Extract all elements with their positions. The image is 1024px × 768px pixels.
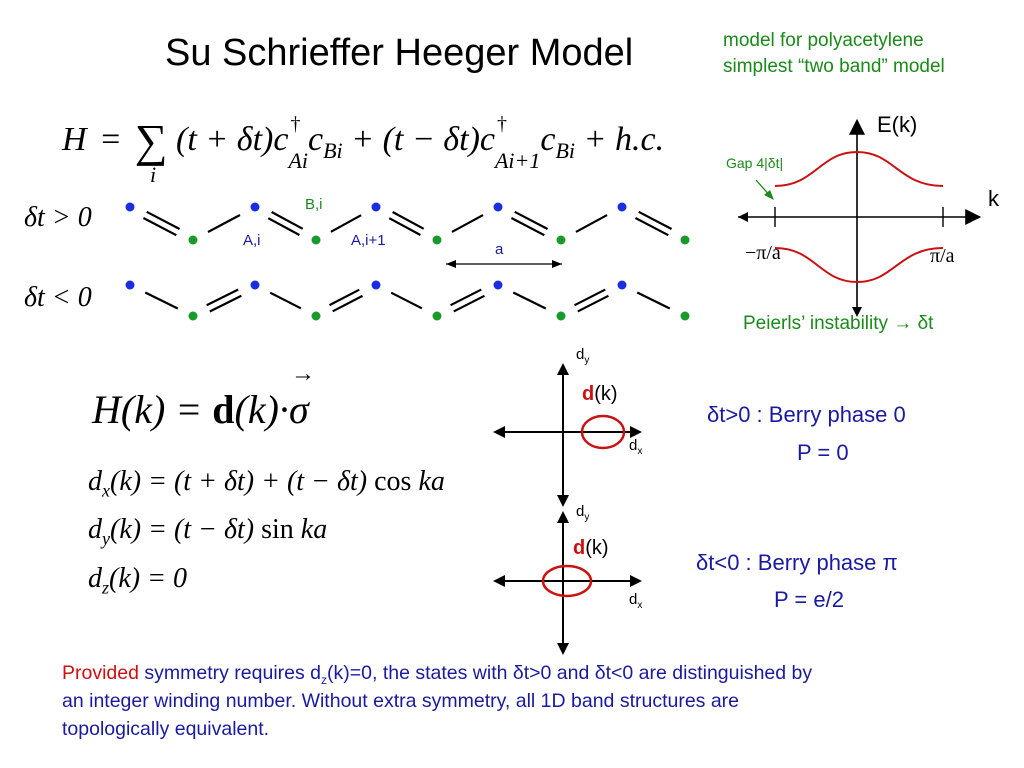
site-A-atom (251, 281, 260, 290)
double-bond (635, 218, 668, 235)
site-A-atom (618, 281, 627, 290)
hamiltonian-lhs: H (62, 121, 87, 158)
term2: + (t − δt)c (351, 121, 495, 158)
site-A-atom (126, 203, 135, 212)
peierls-caption: Peierls’ instability → δt (743, 313, 934, 334)
winding-plot-1 (490, 355, 650, 515)
site-A-atom (618, 203, 627, 212)
double-bond (639, 212, 672, 229)
site-A-atom (126, 281, 135, 290)
site-B-atom (189, 236, 198, 245)
site-B-atom (312, 236, 321, 245)
sub-Bi-2: Bi (555, 137, 576, 163)
berry-case1: δt>0 : Berry phase 0 (707, 402, 906, 427)
double-bond (578, 296, 609, 312)
single-bond (391, 293, 422, 309)
dy-equation: $d_y(k) = (t - \delta t)$ sin ka (88, 514, 328, 549)
double-bond (454, 296, 485, 312)
double-bond (511, 218, 544, 235)
site-label-Ai1: A,i+1 (351, 232, 386, 249)
dx-equation: $d_x(k) = (t + \delta t) + (t - \delta t)$ cos ka (88, 466, 445, 501)
chain-dimerized-negative (126, 281, 690, 321)
single-bond (145, 293, 177, 309)
winding1-dy-label: $d_y$ (576, 346, 590, 366)
winding2-dx-label: $d_x$ (629, 591, 643, 611)
page-title: Su Schrieffer Heeger Model (165, 32, 634, 74)
sub-Bi-1: Bi (323, 137, 343, 163)
double-bond (210, 296, 242, 312)
winding2-dy-label: $d_y$ (576, 503, 590, 523)
double-bond (272, 212, 303, 229)
chain-dimerized-positive (126, 203, 690, 245)
delta-t-positive-label: δt > 0 (24, 202, 92, 233)
single-bond (331, 215, 361, 232)
site-B-atom (681, 312, 690, 321)
site-A-atom (494, 203, 503, 212)
footer-provided: Provided (62, 662, 139, 684)
site-A-atom (372, 203, 381, 212)
equals-sign: = (101, 121, 121, 158)
band-plot-xlabel: k (988, 186, 999, 211)
band-plot-ylabel: E(k) (877, 112, 918, 137)
double-bond (389, 218, 420, 235)
berry-case2-polarization: P = e/2 (774, 587, 844, 612)
single-bond (208, 215, 240, 232)
model-note-line2: simplest “two band” model (723, 56, 945, 77)
single-bond (576, 215, 607, 232)
double-bond (268, 218, 299, 235)
term1: (t + δt)c (176, 121, 289, 158)
lattice-constant-arrow (446, 260, 562, 268)
dagger-1: † (290, 113, 301, 135)
site-A-atom (372, 281, 381, 290)
site-B-atom (557, 312, 566, 321)
single-bond (270, 293, 301, 309)
winding2-d-vector-label: d(k) (573, 537, 609, 559)
single-bond (452, 215, 483, 232)
gap-label: Gap 4|δt| (726, 155, 784, 171)
footer-line1: Provided symmetry requires $d_z(k)=0$, the states with δt>0 and δt<0 are distinguished by (62, 662, 813, 687)
single-bond (513, 293, 545, 309)
site-B-atom (312, 312, 321, 321)
site-B-atom (557, 236, 566, 245)
footer-line3: topologically equivalent. (62, 718, 270, 740)
double-bond (393, 212, 424, 229)
site-A-atom (494, 281, 503, 290)
single-bond (637, 293, 669, 309)
double-bond (329, 290, 359, 305)
dagger-2: † (496, 113, 507, 135)
berry-case2: δt<0 : Berry phase π (696, 550, 898, 575)
double-bond (207, 289, 239, 305)
footer-line2: an integer winding number. Without extra symmetry, all 1D band structures are (62, 690, 740, 712)
site-A-atom (251, 203, 260, 212)
ssh-chains (0, 0, 720, 340)
site-B-atom (433, 312, 442, 321)
band-plot-right-tick: π/a (930, 245, 955, 267)
model-note-line1: model for polyacetylene (723, 30, 924, 51)
sum-symbol: ∑ (134, 115, 168, 166)
band-plot-left-tick: −π/a (745, 242, 781, 264)
site-B-atom (681, 236, 690, 245)
double-bond (147, 212, 180, 229)
site-B-atom (189, 312, 198, 321)
c-Bi-1: c (308, 121, 324, 158)
site-label-Bi: B,i (305, 196, 323, 213)
hk-equation: H(k) = d(k)·σ → (92, 361, 315, 432)
sub-Ai1: Ai+1 (494, 147, 541, 173)
sum-index: i (150, 162, 157, 187)
winding1-d-vector-label: d(k) (582, 383, 618, 405)
double-bond (575, 290, 606, 306)
double-bond (451, 290, 482, 306)
lattice-constant-label: a (495, 241, 504, 258)
site-B-atom (433, 236, 442, 245)
site-label-Ai: A,i (243, 232, 261, 249)
c-Bi-2: c (540, 121, 556, 158)
double-bond (143, 218, 176, 235)
delta-t-negative-label: δt < 0 (24, 282, 92, 313)
lower-band-curve (775, 248, 943, 282)
winding1-dx-label: $d_x$ (629, 437, 643, 457)
dz-equation: $d_z(k) = 0$ (88, 563, 187, 598)
double-bond (515, 212, 548, 229)
double-bond (333, 296, 363, 311)
upper-band-curve (775, 152, 943, 186)
hc-term: + h.c. (583, 121, 665, 158)
sub-Ai: Ai (288, 147, 308, 173)
berry-case1-polarization: P = 0 (797, 440, 849, 465)
winding-plot-2 (490, 503, 650, 663)
